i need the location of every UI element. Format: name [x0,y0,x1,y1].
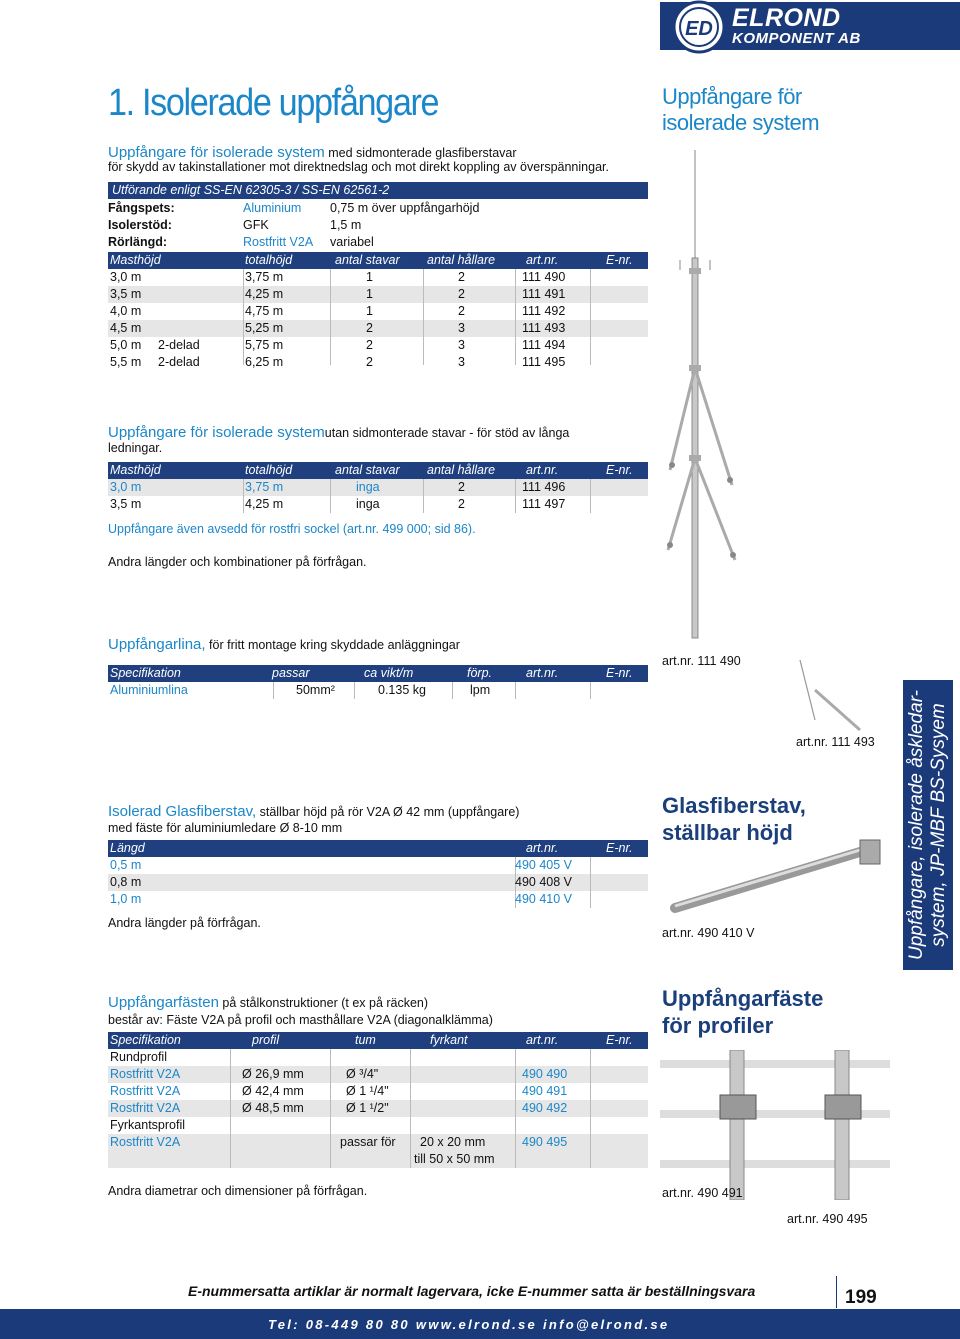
cell: 2-delad [158,355,200,369]
col-header: antal hållare [427,463,496,477]
section1-standard: Utförande enligt SS-EN 62305-3 / SS-EN 62561-2 [112,183,390,197]
cell: 2-delad [158,338,200,352]
cell: 490 492 [522,1101,568,1115]
cell: lpm [470,683,491,697]
col-header: E-nr. [606,463,633,477]
table4-header [108,840,648,857]
brand-name: ELROND [732,4,841,32]
cell: 111 492 [522,304,566,318]
cell: 111 496 [522,480,566,494]
section4-note: Andra längder på förfrågan. [108,916,261,930]
cell: passar för [340,1135,396,1149]
cell: Ø 1 ¹/2" [346,1101,389,1115]
cell: Rostfritt V2A [110,1135,181,1149]
cell: 0.135 kg [378,683,426,697]
cell: 4,5 m [110,321,142,335]
spec-label: Fångspets: [108,201,175,215]
spec-value: variabel [330,235,374,249]
image-label: art.nr. 490 495 [787,1212,868,1226]
group-label: Rundprofil [110,1050,167,1064]
col-header: passar [272,666,310,680]
svg-text:ED: ED [685,18,713,40]
cell: 4,0 m [110,304,142,318]
cell: 1 [366,270,373,284]
category-side-tab-text: Uppfångare, isolerade åskledar- system, JP-MBF BS-Sysyem [906,689,949,961]
spec-material: GFK [243,218,269,232]
cell: Rostfritt V2A [110,1101,181,1115]
cell: 5,5 m [110,355,142,369]
mast-illustration [660,150,780,640]
cell: 490 410 V [515,892,572,906]
col-header: Masthöjd [110,463,161,477]
col-header: fyrkant [430,1033,468,1047]
cell: inga [356,480,380,494]
col-header: profil [252,1033,280,1047]
cell: 6,25 m [245,355,284,369]
cell: 1,0 m [110,892,142,906]
cell: 3,0 m [110,480,142,494]
cell: 5,0 m [110,338,142,352]
cell: 2 [366,338,373,352]
cell: 111 494 [522,338,566,352]
cell: Ø 42,4 mm [242,1084,304,1098]
col-header: E-nr. [606,253,633,267]
col-header: förp. [467,666,493,680]
col-header: ca vikt/m [364,666,414,680]
col-header: Specifikation [110,666,181,680]
col-header: antal stavar [335,463,400,477]
section5-subtitle: består av: Fäste V2A på profil och masthållare V2A (diagonalklämma) [108,1013,493,1027]
section2-title-line2: ledningar. [108,441,163,455]
cell: 2 [458,480,465,494]
cell: till 50 x 50 mm [414,1152,495,1166]
side-heading-3: Uppfångarfäste för profiler [662,986,824,1038]
cell: 111 491 [522,287,566,301]
cell: 4,75 m [245,304,284,318]
cell: 3,5 m [110,497,142,511]
cell: Ø 48,5 mm [242,1101,304,1115]
col-header: tum [355,1033,376,1047]
cell: 111 493 [522,321,566,335]
cell: 2 [458,497,465,511]
section4-subtitle: med fäste för aluminiumledare Ø 8-10 mm [108,821,343,835]
col-header: E-nr. [606,841,633,855]
col-header: totalhöjd [245,463,293,477]
col-header: antal hållare [427,253,496,267]
cell: 3 [458,338,465,352]
cell: 2 [366,321,373,335]
section1-subtitle: för skydd av takinstallationer mot direktnedslag och mot direkt koppling av överspänningar. [108,160,609,174]
cell: inga [356,497,380,511]
footer-contact: Tel: 08-449 80 80 www.elrond.se info@elrond.se [268,1317,670,1332]
col-header: art.nr. [526,666,559,680]
cell: 5,75 m [245,338,284,352]
cell: 0,8 m [110,875,142,889]
col-header: Masthöjd [110,253,161,267]
elrond-logo-icon [672,0,726,54]
cell: 3 [458,355,465,369]
cell: 3,0 m [110,270,142,284]
cell: Rostfritt V2A [110,1067,181,1081]
cell: 2 [458,270,465,284]
col-header: art.nr. [526,463,559,477]
section2-note: Andra längder och kombinationer på förfrågan. [108,555,367,569]
cell: 3,75 m [245,270,284,284]
mast-illustration-2 [770,660,890,740]
col-header: art.nr. [526,841,559,855]
table5-header [108,1032,648,1049]
cell: 5,25 m [245,321,284,335]
image-label: art.nr. 490 491 [662,1186,743,1200]
section5-note: Andra diametrar och dimensioner på förfrågan. [108,1184,368,1198]
spec-label: Rörlängd: [108,235,168,249]
image-label: art.nr. 111 490 [662,654,741,668]
footer-note: E-nummersatta artiklar är normalt lagervara, icke E-nummer satta är beställningsvara [188,1283,756,1299]
cell: 3,5 m [110,287,142,301]
col-header: E-nr. [606,1033,633,1047]
section3-title: Uppfångarlina, för fritt montage kring skyddade anläggningar [108,636,460,653]
spec-material: Rostfritt V2A [243,235,314,249]
cell: 20 x 20 mm [420,1135,486,1149]
brand-subname: KOMPONENT AB [732,30,861,47]
section2-title: Uppfångare för isolerade systemutan sidmonterade stavar - för stöd av långa [108,424,570,441]
spec-label: Isolerstöd: [108,218,172,232]
cell: 111 495 [522,355,566,369]
cell: 111 490 [522,270,566,284]
section4-title: Isolerad Glasfiberstav, ställbar höjd på rör V2A Ø 42 mm (uppfångare) [108,803,520,820]
cell: 1 [366,287,373,301]
cell: 50mm² [296,683,335,697]
cell: 490 491 [522,1084,568,1098]
cell: Ø 1 ¹/4" [346,1084,389,1098]
cell: Ø 26,9 mm [242,1067,304,1081]
spec-value: 0,75 m över uppfångarhöjd [330,201,480,215]
col-header: totalhöjd [245,253,293,267]
image-label: art.nr. 111 493 [796,735,875,749]
col-header: Specifikation [110,1033,181,1047]
image-label: art.nr. 490 410 V [662,926,755,940]
cell: 0,5 m [110,858,142,872]
cell: 3 [458,321,465,335]
cell: 490 490 [522,1067,568,1081]
page-number: 199 [845,1287,877,1308]
cell: 490 495 [522,1135,568,1149]
cell: 3,75 m [245,480,284,494]
col-header: E-nr. [606,666,633,680]
cell: Ø ³/4" [346,1067,379,1081]
section5-title: Uppfångarfästen på stålkonstruktioner (t ex på räcken) [108,994,429,1011]
cell: Aluminiumlina [110,683,188,697]
cell: 2 [458,304,465,318]
cell: 2 [458,287,465,301]
side-heading-1: Uppfångare för isolerade system [662,84,820,135]
cell: 4,25 m [245,497,284,511]
col-header: art.nr. [526,1033,559,1047]
col-header: art.nr. [526,253,559,267]
cell: 2 [366,355,373,369]
cell: 4,25 m [245,287,284,301]
section1-title: Uppfångare för isolerade system med sidmonterade glasfiberstavar [108,144,517,161]
side-heading-2: Glasfiberstav, ställbar höjd [662,793,806,845]
cell: 490 408 V [515,875,572,889]
cell: Rostfritt V2A [110,1084,181,1098]
page-title: 1. Isolerade uppfångare [108,82,439,124]
spec-material: Aluminium [243,201,302,215]
clamp-illustration [660,1050,890,1200]
cell: 111 497 [522,497,566,511]
col-header: antal stavar [335,253,400,267]
cell: 1 [366,304,373,318]
group-label: Fyrkantsprofil [110,1118,186,1132]
col-header: Längd [110,841,145,855]
cell: 490 405 V [515,858,572,872]
section2-note: Uppfångare även avsedd för rostfri sockel (art.nr. 499 000; sid 86). [108,522,476,536]
spec-value: 1,5 m [330,218,362,232]
